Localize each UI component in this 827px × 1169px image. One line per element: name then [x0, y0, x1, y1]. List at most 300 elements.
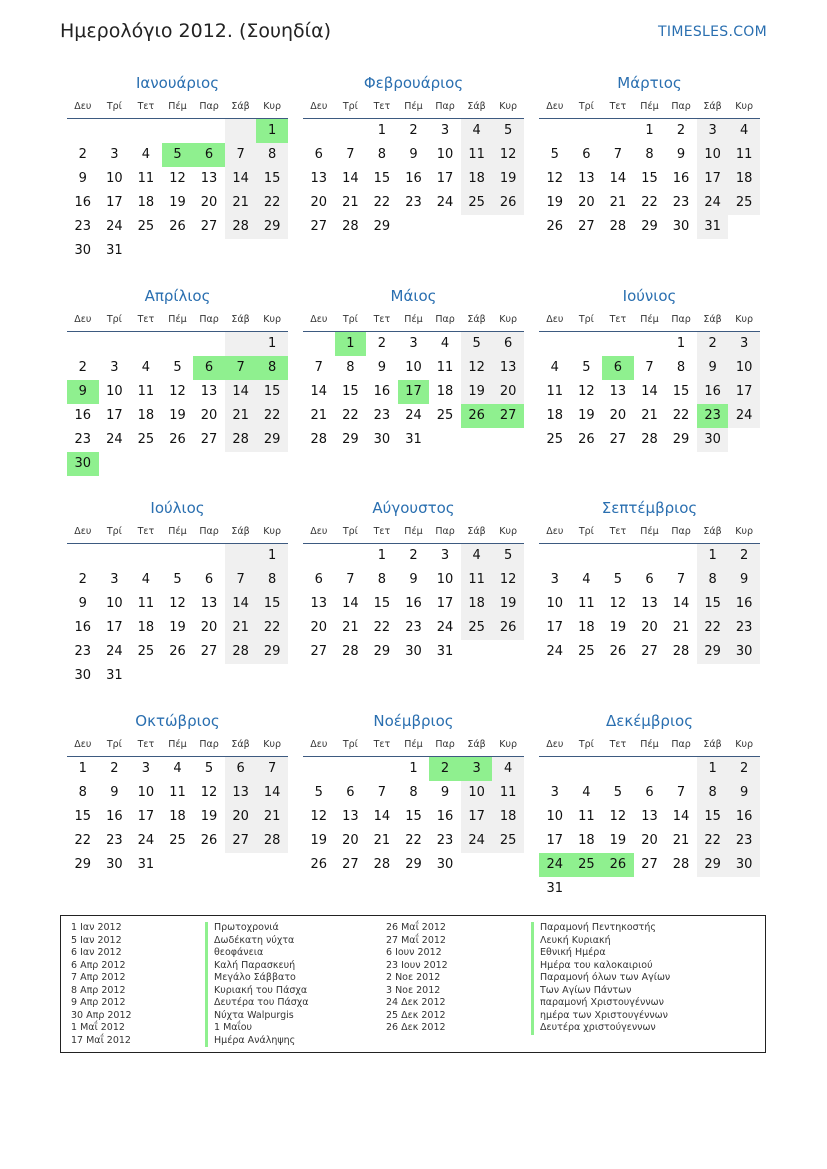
- empty-cell: [429, 215, 461, 239]
- weekday-header: Πέμ: [634, 96, 666, 119]
- day-cell: 10: [546, 809, 564, 824]
- month-name: Μάιος: [390, 287, 437, 305]
- day-cell: 9: [67, 380, 99, 404]
- day-cell: 8: [697, 781, 729, 805]
- weekday-header: Δευ: [303, 521, 335, 544]
- day-cell: 16: [672, 171, 690, 186]
- day-cell: 29: [697, 853, 729, 877]
- day-cell: 15: [256, 167, 288, 191]
- day-cell: 14: [672, 596, 690, 611]
- day-cell: 22: [256, 191, 288, 215]
- legend-entry: θεοφάνεια: [205, 947, 309, 960]
- day-cell: 7: [346, 572, 355, 587]
- weekday-header: Τετ: [130, 521, 162, 544]
- day-cell: 26: [310, 857, 328, 872]
- day-cell: 31: [436, 644, 454, 659]
- legend-entry: Δωδέκατη νύχτα: [205, 935, 309, 948]
- day-cell: 18: [436, 384, 454, 399]
- empty-cell: [335, 119, 367, 143]
- empty-cell: [398, 215, 430, 239]
- day-cell: 29: [405, 857, 422, 872]
- day-cell: 20: [200, 620, 218, 635]
- day-cell: 9: [110, 785, 119, 800]
- day-cell: 26: [169, 219, 186, 234]
- day-cell: 13: [200, 596, 218, 611]
- day-cell: 9: [78, 596, 87, 611]
- day-cell: 30: [697, 428, 729, 452]
- weekday-header: Κυρ: [492, 96, 524, 119]
- day-cell: 12: [492, 568, 524, 592]
- empty-cell: [130, 239, 162, 263]
- day-cell: 29: [641, 219, 658, 234]
- weekday-header: Κυρ: [728, 309, 760, 332]
- day-cell: 12: [492, 143, 524, 167]
- day-cell: 20: [225, 805, 257, 829]
- legend-entry: 27 Μαΐ 2012: [386, 934, 446, 946]
- day-cell: 9: [697, 356, 729, 380]
- month-11: [303, 708, 524, 877]
- day-cell: 26: [200, 833, 218, 848]
- legend-entry: Παραμονή όλων των Αγίων: [531, 972, 670, 985]
- weekday-header: Σάβ: [697, 96, 729, 119]
- day-cell: 10: [436, 147, 454, 162]
- day-cell: 27: [200, 219, 218, 234]
- day-cell: 2: [409, 548, 418, 563]
- day-cell: 4: [461, 119, 493, 143]
- day-cell: 19: [169, 195, 186, 210]
- day-cell: 20: [641, 620, 658, 635]
- empty-cell: [303, 332, 335, 356]
- weekday-header: Πέμ: [398, 96, 430, 119]
- weekday-header: Παρ: [429, 734, 461, 757]
- day-cell: 11: [436, 360, 454, 375]
- day-cell: 22: [405, 833, 422, 848]
- weekday-header: Παρ: [429, 96, 461, 119]
- site-link[interactable]: TIMESLES.COM: [658, 24, 767, 40]
- month-4: [67, 283, 288, 476]
- day-cell: 10: [137, 785, 155, 800]
- day-cell: 17: [546, 620, 564, 635]
- day-cell: 10: [546, 596, 564, 611]
- day-cell: 22: [256, 404, 288, 428]
- day-cell: 28: [225, 428, 257, 452]
- day-cell: 16: [74, 408, 92, 423]
- day-cell: 18: [137, 408, 155, 423]
- day-cell: 30: [74, 668, 92, 683]
- day-cell: 22: [672, 408, 690, 423]
- weekday-header: Παρ: [193, 734, 225, 757]
- month-name: Δεκέμβριος: [605, 712, 693, 730]
- month-7: [67, 495, 288, 688]
- month-name: Μάρτιος: [617, 74, 682, 92]
- legend-names-col-2: [531, 922, 670, 1035]
- day-cell: 29: [256, 428, 288, 452]
- day-cell: 27: [641, 857, 658, 872]
- day-cell: 12: [310, 809, 328, 824]
- legend-entry: 8 Απρ 2012: [71, 984, 126, 996]
- day-cell: 28: [342, 644, 359, 659]
- month-12: [539, 708, 760, 901]
- weekday-header: Πέμ: [162, 309, 194, 332]
- day-cell: 5: [314, 785, 323, 800]
- weekday-header: Τετ: [366, 309, 398, 332]
- day-cell: 4: [173, 761, 182, 776]
- day-cell: 4: [550, 360, 559, 375]
- day-cell: 7: [676, 785, 686, 800]
- day-cell: 9: [728, 781, 760, 805]
- day-cell: 4: [461, 544, 493, 568]
- weekday-header: Τρί: [571, 734, 603, 757]
- empty-cell: [67, 332, 99, 356]
- day-cell: 18: [578, 833, 595, 848]
- day-cell: 5: [173, 360, 182, 375]
- legend-entry: 1 Ιαν 2012: [71, 922, 122, 933]
- day-cell: 29: [74, 857, 92, 872]
- weekday-header: Τετ: [602, 521, 634, 544]
- day-cell: 30: [67, 452, 99, 476]
- day-cell: 20: [310, 620, 328, 635]
- legend-entry: 26 Μαΐ 2012: [386, 922, 446, 933]
- day-cell: 22: [256, 616, 288, 640]
- day-cell: 9: [728, 568, 760, 592]
- day-cell: 12: [169, 171, 186, 186]
- day-cell: 16: [697, 380, 729, 404]
- legend-entry: Καλή Παρασκευή: [205, 960, 309, 973]
- day-cell: 10: [405, 360, 422, 375]
- empty-cell: [162, 452, 194, 476]
- empty-cell: [602, 119, 634, 143]
- weekday-header: Κυρ: [256, 521, 288, 544]
- legend-entry: ημέρα των Χριστουγέννων: [531, 1010, 670, 1023]
- day-cell: 23: [405, 620, 422, 635]
- weekday-header: Κυρ: [492, 309, 524, 332]
- empty-cell: [728, 428, 760, 452]
- empty-cell: [162, 544, 194, 568]
- weekday-header: Σάβ: [461, 734, 493, 757]
- empty-cell: [492, 428, 524, 452]
- weekday-header: Δευ: [303, 309, 335, 332]
- day-cell: 10: [728, 356, 760, 380]
- day-cell: 4: [440, 336, 450, 351]
- day-cell: 23: [373, 408, 391, 423]
- day-cell: 23: [672, 195, 690, 210]
- weekday-header: Τετ: [602, 734, 634, 757]
- day-cell: 17: [546, 833, 564, 848]
- weekday-header: Τετ: [130, 734, 162, 757]
- empty-cell: [225, 452, 257, 476]
- day-cell: 22: [342, 408, 359, 423]
- day-cell: 13: [225, 781, 257, 805]
- day-cell: 19: [492, 167, 524, 191]
- day-cell: 13: [641, 809, 658, 824]
- empty-cell: [193, 119, 225, 143]
- day-cell: 3: [697, 119, 729, 143]
- legend-entry: 1 Μαΐου: [205, 1022, 309, 1035]
- empty-cell: [130, 452, 162, 476]
- empty-cell: [665, 757, 697, 781]
- day-cell: 3: [550, 572, 559, 587]
- day-cell: 12: [546, 171, 564, 186]
- legend-entry: Δευτέρα χριστούγεννων: [531, 1022, 670, 1035]
- day-cell: 26: [169, 432, 186, 447]
- day-cell: 30: [672, 219, 690, 234]
- day-cell: 31: [137, 857, 155, 872]
- day-cell: 1: [377, 548, 387, 563]
- empty-cell: [303, 544, 335, 568]
- day-cell: 21: [342, 195, 359, 210]
- day-cell: 24: [546, 644, 564, 659]
- day-cell: 9: [409, 572, 418, 587]
- month-name: Ιανουάριος: [135, 74, 219, 92]
- day-cell: 25: [436, 408, 454, 423]
- legend-entry: 25 Δεκ 2012: [386, 1009, 446, 1021]
- day-cell: 17: [728, 380, 760, 404]
- day-cell: 2: [728, 757, 760, 781]
- day-cell: 22: [641, 195, 658, 210]
- day-cell: 8: [256, 568, 288, 592]
- empty-cell: [539, 119, 571, 143]
- day-cell: 24: [728, 404, 760, 428]
- day-cell: 11: [461, 568, 493, 592]
- day-cell: 21: [342, 620, 359, 635]
- weekday-header: Σάβ: [225, 96, 257, 119]
- month-name: Ιούνιος: [622, 287, 677, 305]
- empty-cell: [193, 664, 225, 688]
- day-cell: 25: [461, 616, 493, 640]
- legend-entry: Νύχτα Walpurgis: [205, 1010, 309, 1023]
- day-cell: 2: [78, 147, 87, 162]
- day-cell: 6: [193, 143, 225, 167]
- empty-cell: [539, 757, 571, 781]
- day-cell: 30: [728, 640, 760, 664]
- weekday-header: Πέμ: [634, 521, 666, 544]
- weekday-header: Τρί: [99, 309, 131, 332]
- day-cell: 26: [461, 404, 493, 428]
- month-name: Απρίλιος: [144, 287, 211, 305]
- day-cell: 30: [728, 853, 760, 877]
- empty-cell: [130, 544, 162, 568]
- legend-entry: 26 Δεκ 2012: [386, 1022, 446, 1033]
- month-10: [67, 708, 288, 877]
- day-cell: 13: [609, 384, 627, 399]
- day-cell: 13: [342, 809, 359, 824]
- weekday-header: Πέμ: [634, 309, 666, 332]
- day-cell: 23: [728, 616, 760, 640]
- day-cell: 2: [409, 123, 418, 138]
- legend-entry: Των Αγίων Πάντων: [531, 985, 670, 998]
- empty-cell: [335, 757, 367, 781]
- weekday-header: Σάβ: [461, 521, 493, 544]
- day-cell: 28: [641, 432, 658, 447]
- day-cell: 23: [405, 195, 422, 210]
- day-cell: 11: [578, 596, 595, 611]
- day-cell: 24: [539, 853, 571, 877]
- day-cell: 26: [169, 644, 186, 659]
- legend-entry: 17 Μαΐ 2012: [71, 1034, 131, 1046]
- legend-names-col-1: [205, 922, 309, 1047]
- day-cell: 20: [641, 833, 658, 848]
- empty-cell: [193, 853, 225, 877]
- day-cell: 24: [436, 620, 454, 635]
- weekday-header: Παρ: [665, 734, 697, 757]
- empty-cell: [303, 757, 335, 781]
- weekday-header: Κυρ: [256, 96, 288, 119]
- empty-cell: [461, 853, 493, 877]
- day-cell: 18: [137, 620, 155, 635]
- day-cell: 8: [377, 572, 387, 587]
- day-cell: 28: [672, 644, 690, 659]
- day-cell: 24: [106, 432, 123, 447]
- day-cell: 11: [728, 143, 760, 167]
- day-cell: 22: [697, 616, 729, 640]
- day-cell: 11: [169, 785, 186, 800]
- day-cell: 6: [314, 147, 323, 162]
- weekday-header: Πέμ: [162, 521, 194, 544]
- weekday-header: Παρ: [665, 309, 697, 332]
- day-cell: 11: [137, 596, 155, 611]
- empty-cell: [728, 215, 760, 239]
- empty-cell: [634, 544, 666, 568]
- empty-cell: [225, 239, 257, 263]
- empty-cell: [728, 877, 760, 901]
- day-cell: 27: [225, 829, 257, 853]
- day-cell: 14: [641, 384, 658, 399]
- empty-cell: [602, 332, 634, 356]
- day-cell: 12: [609, 809, 627, 824]
- empty-cell: [634, 332, 666, 356]
- day-cell: 28: [609, 219, 627, 234]
- weekday-header: Παρ: [193, 309, 225, 332]
- weekday-header: Τρί: [99, 734, 131, 757]
- day-cell: 6: [225, 757, 257, 781]
- day-cell: 27: [578, 219, 595, 234]
- day-cell: 7: [613, 147, 623, 162]
- legend-entry: Μεγάλο Σάββατο: [205, 972, 309, 985]
- day-cell: 13: [200, 384, 218, 399]
- day-cell: 13: [200, 171, 218, 186]
- day-cell: 22: [74, 833, 92, 848]
- empty-cell: [162, 119, 194, 143]
- day-cell: 15: [342, 384, 359, 399]
- weekday-header: Κυρ: [256, 309, 288, 332]
- day-cell: 6: [346, 785, 355, 800]
- weekday-header: Τετ: [130, 96, 162, 119]
- day-cell: 27: [342, 857, 359, 872]
- day-cell: 24: [436, 195, 454, 210]
- day-cell: 11: [492, 781, 524, 805]
- empty-cell: [256, 853, 288, 877]
- weekday-header: Παρ: [429, 521, 461, 544]
- empty-cell: [665, 877, 697, 901]
- day-cell: 5: [613, 785, 623, 800]
- holiday-legend: [60, 915, 766, 1053]
- weekday-header: Τετ: [366, 734, 398, 757]
- day-cell: 18: [728, 167, 760, 191]
- day-cell: 4: [492, 757, 524, 781]
- day-cell: 18: [461, 592, 493, 616]
- day-cell: 9: [440, 785, 450, 800]
- weekday-header: Παρ: [193, 521, 225, 544]
- day-cell: 18: [137, 195, 155, 210]
- day-cell: 30: [405, 644, 422, 659]
- day-cell: 28: [342, 219, 359, 234]
- day-cell: 20: [200, 408, 218, 423]
- weekday-header: Δευ: [539, 96, 571, 119]
- day-cell: 19: [169, 620, 186, 635]
- day-cell: 21: [672, 620, 690, 635]
- day-cell: 16: [728, 592, 760, 616]
- legend-entry: 23 Ιουν 2012: [386, 959, 448, 971]
- day-cell: 8: [409, 785, 418, 800]
- month-name: Φεβρουάριος: [363, 74, 464, 92]
- day-cell: 25: [578, 644, 595, 659]
- empty-cell: [67, 119, 99, 143]
- day-cell: 3: [550, 785, 559, 800]
- day-cell: 11: [461, 143, 493, 167]
- weekday-header: Παρ: [665, 96, 697, 119]
- day-cell: 30: [436, 857, 454, 872]
- day-cell: 25: [169, 833, 186, 848]
- day-cell: 14: [225, 592, 257, 616]
- day-cell: 14: [225, 380, 257, 404]
- weekday-header: Κυρ: [256, 734, 288, 757]
- day-cell: 29: [256, 640, 288, 664]
- weekday-header: Πέμ: [634, 734, 666, 757]
- day-cell: 21: [373, 833, 391, 848]
- day-cell: 25: [137, 219, 155, 234]
- empty-cell: [225, 664, 257, 688]
- month-8: [303, 495, 524, 664]
- empty-cell: [256, 452, 288, 476]
- day-cell: 26: [492, 616, 524, 640]
- weekday-header: Κυρ: [728, 521, 760, 544]
- month-6: [539, 283, 760, 452]
- weekday-header: Δευ: [539, 309, 571, 332]
- day-cell: 11: [137, 384, 155, 399]
- day-cell: 20: [310, 195, 328, 210]
- legend-entry: 7 Απρ 2012: [71, 972, 126, 983]
- day-cell: 15: [256, 592, 288, 616]
- day-cell: 16: [405, 596, 422, 611]
- day-cell: 15: [256, 380, 288, 404]
- empty-cell: [602, 757, 634, 781]
- month-name: Αύγουστος: [372, 499, 455, 517]
- day-cell: 27: [310, 219, 328, 234]
- weekday-header: Δευ: [303, 734, 335, 757]
- day-cell: 4: [582, 785, 591, 800]
- month-9: [539, 495, 760, 664]
- day-cell: 29: [342, 432, 359, 447]
- day-cell: 5: [613, 572, 623, 587]
- day-cell: 25: [461, 191, 493, 215]
- day-cell: 17: [697, 167, 729, 191]
- day-cell: 7: [377, 785, 387, 800]
- weekday-header: Τρί: [571, 521, 603, 544]
- day-cell: 1: [256, 544, 288, 568]
- legend-entry: 24 Δεκ 2012: [386, 997, 446, 1008]
- empty-cell: [303, 119, 335, 143]
- day-cell: 24: [137, 833, 155, 848]
- day-cell: 19: [609, 833, 627, 848]
- legend-entry: Ημέρα του καλοκαιριού: [531, 960, 670, 973]
- weekday-header: Σάβ: [697, 734, 729, 757]
- day-cell: 10: [106, 171, 123, 186]
- empty-cell: [697, 877, 729, 901]
- day-cell: 12: [578, 384, 595, 399]
- empty-cell: [602, 544, 634, 568]
- day-cell: 8: [346, 360, 355, 375]
- day-cell: 23: [74, 219, 92, 234]
